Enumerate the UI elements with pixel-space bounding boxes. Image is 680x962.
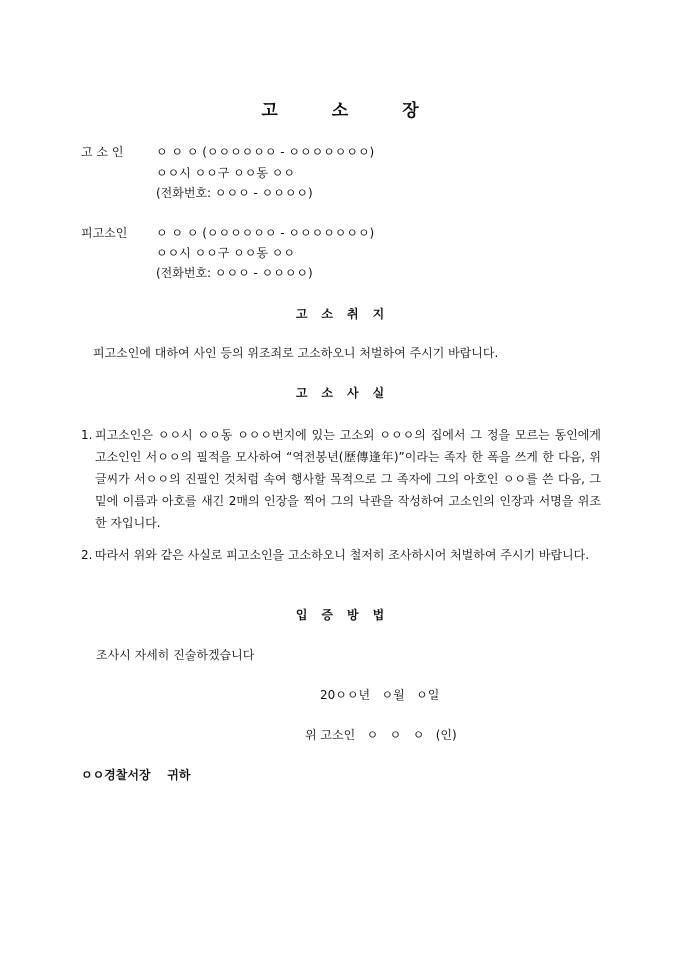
heading-char: 입 [295,608,308,622]
accused-phone: (전화번호: ㅇㅇㅇ - ㅇㅇㅇㅇ) [156,266,313,280]
purpose-text: 피고소인에 대하여 사인 등의 위조죄로 고소하오니 처벌하여 주시기 바랍니다. [93,346,499,360]
fact-text: 피고소인은 ㅇㅇ시 ㅇㅇ동 ㅇㅇㅇ번지에 있는 고소외 ㅇㅇㅇ의 집에서 그 정을 모르는 동인에게 고소인인 서ㅇㅇ의 필적을 모사하여 “역전봉년(歷傳逢年)”이라는 족자 한 폭을 쓰게 한 다음, 위 글씨가 서ㅇㅇ의 진필인 것처럼 속여 행사할 목적으로 그 족자에 그의 아호인 ㅇㅇ를 쓴 다음, 그 밑에 이름과 아호를 새긴 2매의 인장을 찍어 그의 낙관을 작성하여 고소인의 인장과 서명을 위조한 자입니다. [95,428,601,530]
heading-char: 고 [295,386,308,400]
heading-char: 소 [321,307,333,321]
fact-text: 따라서 위와 같은 사실로 피고소인을 고소하오니 철저히 조사하시어 처벌하여 주시기 바랍니다. [95,548,590,562]
evidence-heading [0,606,680,623]
fact-number: 1. [81,428,93,442]
fact-item-1 [81,424,601,534]
document-title [0,96,680,121]
signature-line: 위 고소인 ㅇ ㅇ ㅇ (인) [305,728,457,742]
complainant-address: ㅇㅇ시 ㅇㅇ구 ㅇㅇ동 ㅇㅇ [156,166,295,180]
fact-number: 2. [81,548,93,562]
accused-address: ㅇㅇ시 ㅇㅇ구 ㅇㅇ동 ㅇㅇ [156,246,295,260]
title-char: 소 [331,101,349,121]
recipient: ㅇㅇ경찰서장 귀하 [81,768,191,782]
accused-name-line: ㅇ ㅇ ㅇ (ㅇㅇㅇㅇㅇㅇ - ㅇㅇㅇㅇㅇㅇㅇ) [156,226,375,240]
complainant-name-line: ㅇ ㅇ ㅇ (ㅇㅇㅇㅇㅇㅇ - ㅇㅇㅇㅇㅇㅇㅇ) [156,145,375,159]
title-char: 고 [261,101,278,121]
heading-char: 지 [372,307,385,321]
heading-char: 실 [372,386,385,400]
document-date: 20ㅇㅇ년 ㅇ월 ㅇ일 [320,688,440,702]
facts-heading [0,384,680,401]
fact-item-2 [81,544,601,566]
heading-char: 사 [347,386,359,400]
evidence-text: 조사시 자세히 진술하겠습니다 [96,648,255,662]
heading-char: 소 [321,386,333,400]
purpose-heading [0,305,680,322]
title-char: 장 [402,101,419,121]
heading-char: 법 [372,608,385,622]
heading-char: 취 [347,307,359,321]
heading-char: 방 [347,608,359,622]
accused-label: 피고소인 [81,226,128,240]
complainant-phone: (전화번호: ㅇㅇㅇ - ㅇㅇㅇㅇ) [156,186,313,200]
complainant-label: 고 소 인 [81,145,124,159]
heading-char: 고 [295,307,308,321]
heading-char: 증 [321,608,333,622]
